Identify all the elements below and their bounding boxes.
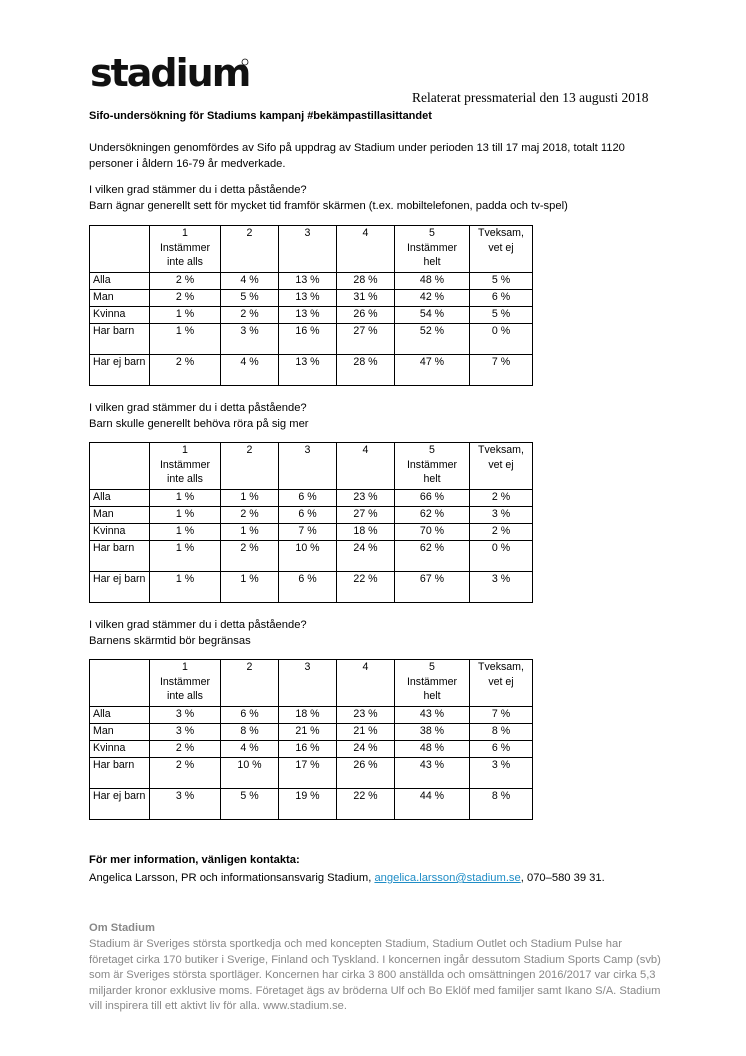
table-row (90, 758, 533, 789)
header-cell (150, 226, 221, 273)
value-cell: 31 % (337, 290, 395, 307)
header-scale-number: 1 (182, 444, 188, 456)
header-scale-number: 3 (304, 227, 311, 239)
value-cell: 13 % (279, 273, 337, 290)
value-cell: 24 % (337, 541, 395, 572)
value-cell: 7 % (279, 524, 337, 541)
row-label: Man (90, 507, 150, 524)
value-cell: 67 % (395, 572, 470, 603)
question-block-3 (89, 617, 307, 649)
value-cell: 5 % (221, 290, 279, 307)
header-cell (279, 226, 337, 273)
header-cell (337, 443, 395, 490)
value-cell: 6 % (279, 507, 337, 524)
value-cell: 26 % (337, 758, 395, 789)
header-scale-number: 1 (182, 661, 188, 673)
table-row (90, 307, 533, 324)
statement-text: Barn ägnar generellt sett för mycket tid framför skärmen (t.ex. mobiltelefonen, padda och tv-spel) (89, 200, 568, 212)
header-cell (221, 443, 279, 490)
contact-heading: För mer information, vänligen kontakta: (89, 854, 300, 866)
header-cell (395, 443, 470, 490)
question-text: I vilken grad stämmer du i detta påstående? (89, 619, 307, 631)
header-scale-label: Instämmer inte alls (159, 675, 211, 702)
value-cell: 28 % (337, 273, 395, 290)
document-subtitle: Sifo-undersökning för Stadiums kampanj #bekämpastillasittandet (89, 110, 432, 122)
table-row (90, 290, 533, 307)
header-scale-number: 1 (182, 227, 188, 239)
row-label: Alla (90, 273, 150, 290)
header-cell (470, 226, 533, 273)
value-cell: 1 % (150, 490, 221, 507)
about-heading: Om Stadium (89, 922, 155, 934)
value-cell: 1 % (150, 541, 221, 572)
value-cell: 38 % (395, 724, 470, 741)
contact-line (89, 872, 605, 884)
row-label: Har ej barn (90, 572, 150, 603)
table-row (90, 324, 533, 355)
value-cell: 3 % (150, 724, 221, 741)
row-label: Kvinna (90, 741, 150, 758)
contact-email-link[interactable]: angelica.larsson@stadium.se (374, 872, 521, 884)
value-cell: 2 % (221, 507, 279, 524)
value-cell: 2 % (470, 490, 533, 507)
row-label: Kvinna (90, 307, 150, 324)
value-cell: 3 % (470, 572, 533, 603)
value-cell: 62 % (395, 507, 470, 524)
header-scale-number: 3 (304, 444, 311, 456)
value-cell: 1 % (221, 572, 279, 603)
header-scale-number: 5 (429, 661, 435, 673)
table-row (90, 524, 533, 541)
header-cell (221, 226, 279, 273)
row-label: Har ej barn (90, 355, 150, 386)
value-cell: 21 % (337, 724, 395, 741)
question-block-2 (89, 400, 309, 432)
header-cell-empty (90, 660, 150, 707)
table-row (90, 707, 533, 724)
table-header-row (90, 660, 533, 707)
header-scale-label: Instämmer helt (406, 675, 458, 702)
value-cell: 44 % (395, 789, 470, 820)
table-row (90, 541, 533, 572)
value-cell: 8 % (221, 724, 279, 741)
table-row (90, 789, 533, 820)
value-cell: 6 % (470, 741, 533, 758)
value-cell: 6 % (279, 490, 337, 507)
value-cell: 13 % (279, 355, 337, 386)
value-cell: 4 % (221, 355, 279, 386)
value-cell: 6 % (221, 707, 279, 724)
value-cell: 16 % (279, 741, 337, 758)
header-cell (470, 660, 533, 707)
value-cell: 2 % (150, 273, 221, 290)
row-label: Kvinna (90, 524, 150, 541)
value-cell: 17 % (279, 758, 337, 789)
table-row (90, 507, 533, 524)
value-cell: 48 % (395, 741, 470, 758)
contact-name: Angelica Larsson, PR och informationsansvarig Stadium, (89, 872, 375, 884)
row-label: Har barn (90, 324, 150, 355)
header-scale-label: Instämmer helt (406, 458, 458, 485)
value-cell: 8 % (470, 724, 533, 741)
table-row (90, 490, 533, 507)
value-cell: 5 % (221, 789, 279, 820)
value-cell: 13 % (279, 307, 337, 324)
value-cell: 0 % (470, 541, 533, 572)
table-row (90, 355, 533, 386)
value-cell: 1 % (150, 507, 221, 524)
header-cell (150, 443, 221, 490)
table-row (90, 273, 533, 290)
header-cell (395, 660, 470, 707)
question-text: I vilken grad stämmer du i detta påstående? (89, 402, 307, 414)
header-scale-label: Tveksam, vet ej (478, 227, 524, 254)
row-label: Man (90, 724, 150, 741)
value-cell: 62 % (395, 541, 470, 572)
header-scale-number: 5 (429, 444, 435, 456)
table-header-row (90, 226, 533, 273)
header-scale-number: 4 (362, 661, 369, 673)
value-cell: 2 % (150, 758, 221, 789)
value-cell: 2 % (221, 541, 279, 572)
value-cell: 2 % (150, 290, 221, 307)
header-cell (221, 660, 279, 707)
header-scale-label: Instämmer helt (406, 241, 458, 268)
header-scale-label: Instämmer inte alls (159, 458, 211, 485)
value-cell: 47 % (395, 355, 470, 386)
value-cell: 4 % (221, 273, 279, 290)
survey-table-3 (89, 659, 533, 820)
value-cell: 0 % (470, 324, 533, 355)
header-scale-number: 2 (246, 227, 253, 239)
value-cell: 16 % (279, 324, 337, 355)
header-scale-number: 3 (304, 661, 311, 673)
row-label: Alla (90, 490, 150, 507)
header-cell (279, 660, 337, 707)
question-text: I vilken grad stämmer du i detta påstående? (89, 184, 307, 196)
value-cell: 22 % (337, 789, 395, 820)
row-label: Har barn (90, 758, 150, 789)
value-cell: 22 % (337, 572, 395, 603)
header-cell (279, 443, 337, 490)
table-row (90, 741, 533, 758)
value-cell: 23 % (337, 490, 395, 507)
header-cell-empty (90, 443, 150, 490)
header-scale-number: 4 (362, 227, 369, 239)
header-scale-label: Tveksam, vet ej (478, 444, 524, 471)
header-cell-empty (90, 226, 150, 273)
value-cell: 43 % (395, 707, 470, 724)
value-cell: 8 % (470, 789, 533, 820)
header-cell (150, 660, 221, 707)
value-cell: 3 % (470, 507, 533, 524)
header-cell (395, 226, 470, 273)
about-paragraph: Stadium är Sveriges största sportkedja och med koncepten Stadium, Stadium Outlet och Stadium Pulse har företaget cirka 170 butiker i Sverige, Finland och Tyskland. I koncernen ingår dessutom Stadium Sports Camp (svb) som är Sveriges största sportläger. Koncernen har cirka 3 800 anställda och omsättningen 2016/2017 var cirka 5,3 miljarder kronor exklusive moms. Företaget ägs av bröderna Ulf och Bo Eklöf med familjer samt Ikano S/A. Stadium vill inspirera till ett aktivt liv för alla. www.stadium.se. (89, 938, 661, 1012)
header-scale-number: 2 (246, 661, 253, 673)
statement-text: Barn skulle generellt behöva röra på sig mer (89, 418, 309, 430)
value-cell: 18 % (279, 707, 337, 724)
value-cell: 6 % (470, 290, 533, 307)
value-cell: 23 % (337, 707, 395, 724)
table-header-row (90, 443, 533, 490)
value-cell: 7 % (470, 707, 533, 724)
value-cell: 2 % (221, 307, 279, 324)
value-cell: 27 % (337, 507, 395, 524)
header-scale-label: Tveksam, vet ej (478, 661, 524, 688)
header-scale-number: 4 (362, 444, 369, 456)
value-cell: 1 % (150, 572, 221, 603)
header-cell (470, 443, 533, 490)
value-cell: 19 % (279, 789, 337, 820)
intro-paragraph: Undersökningen genomfördes av Sifo på uppdrag av Stadium under perioden 13 till 17 maj 2018, totalt 1120 personer i åldern 16-79 år medverkade. (89, 142, 625, 170)
value-cell: 27 % (337, 324, 395, 355)
value-cell: 10 % (221, 758, 279, 789)
value-cell: 2 % (470, 524, 533, 541)
value-cell: 5 % (470, 273, 533, 290)
table-row (90, 724, 533, 741)
row-label: Har ej barn (90, 789, 150, 820)
value-cell: 3 % (150, 707, 221, 724)
table-row (90, 572, 533, 603)
survey-table-2 (89, 442, 533, 603)
survey-table-1 (89, 225, 533, 386)
related-date: Relaterat pressmaterial den 13 augusti 2018 (412, 90, 649, 105)
value-cell: 10 % (279, 541, 337, 572)
value-cell: 13 % (279, 290, 337, 307)
value-cell: 4 % (221, 741, 279, 758)
value-cell: 2 % (150, 741, 221, 758)
row-label: Alla (90, 707, 150, 724)
value-cell: 18 % (337, 524, 395, 541)
header-scale-number: 5 (429, 227, 435, 239)
question-block-1 (89, 182, 568, 214)
header-scale-number: 2 (246, 444, 253, 456)
value-cell: 66 % (395, 490, 470, 507)
contact-phone: , 070–580 39 31. (520, 872, 605, 884)
value-cell: 42 % (395, 290, 470, 307)
value-cell: 26 % (337, 307, 395, 324)
value-cell: 3 % (470, 758, 533, 789)
value-cell: 5 % (470, 307, 533, 324)
value-cell: 1 % (221, 490, 279, 507)
stadium-logo (90, 56, 250, 92)
header-cell (337, 660, 395, 707)
value-cell: 7 % (470, 355, 533, 386)
row-label: Har barn (90, 541, 150, 572)
value-cell: 1 % (221, 524, 279, 541)
row-label: Man (90, 290, 150, 307)
value-cell: 6 % (279, 572, 337, 603)
value-cell: 2 % (150, 355, 221, 386)
value-cell: 52 % (395, 324, 470, 355)
value-cell: 43 % (395, 758, 470, 789)
value-cell: 3 % (150, 789, 221, 820)
value-cell: 1 % (150, 524, 221, 541)
value-cell: 70 % (395, 524, 470, 541)
value-cell: 21 % (279, 724, 337, 741)
svg-text:stadium: stadium (90, 56, 250, 92)
header-cell (337, 226, 395, 273)
value-cell: 28 % (337, 355, 395, 386)
value-cell: 1 % (150, 307, 221, 324)
value-cell: 54 % (395, 307, 470, 324)
header-scale-label: Instämmer inte alls (159, 241, 211, 268)
value-cell: 24 % (337, 741, 395, 758)
value-cell: 1 % (150, 324, 221, 355)
value-cell: 3 % (221, 324, 279, 355)
statement-text: Barnens skärmtid bör begränsas (89, 635, 251, 647)
value-cell: 48 % (395, 273, 470, 290)
